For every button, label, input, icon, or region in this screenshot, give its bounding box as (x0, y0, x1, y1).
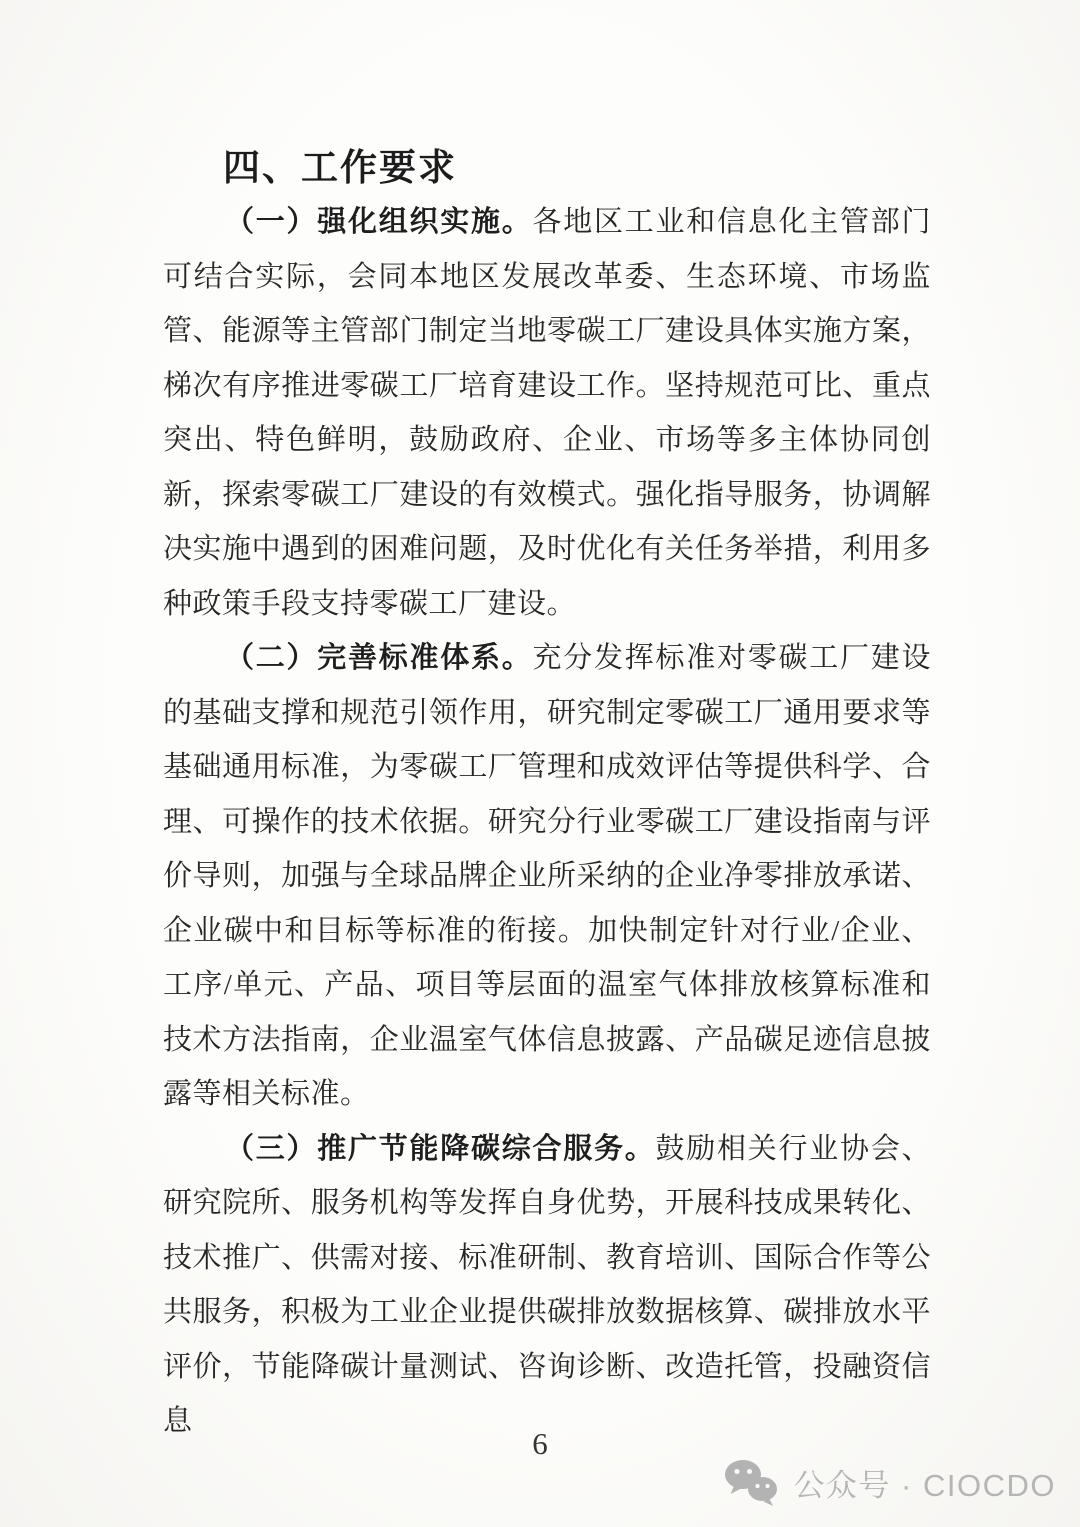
page-number: 6 (532, 1426, 548, 1461)
document-body (163, 140, 931, 1449)
paragraph-2 (163, 631, 931, 1122)
paragraph-2-text: 充分发挥标准对零碳工厂建设的基础支撑和规范引领作用，研究制定零碳工厂通用要求等基础通用标准，为零碳工厂管理和成效评估等提供科学、合理、可操作的技术依据。研究分行业零碳工厂建设指南与评价导则，加强与全球品牌企业所采纳的企业净零排放承诺、企业碳中和目标等标准的衔接。加快制定针对行业/企业、工序/单元、产品、项目等层面的温室气体排放核算标准和技术方法指南，企业温室气体信息披露、产品碳足迹信息披露等相关标准。 (163, 642, 931, 1110)
paragraph-1 (163, 195, 931, 631)
wechat-icon (723, 1458, 779, 1506)
paragraph-3 (163, 1122, 931, 1449)
paragraph-1-lead: （一）强化组织实施。 (225, 206, 533, 238)
paragraph-2-lead: （二）完善标准体系。 (225, 642, 533, 674)
paragraph-3-lead: （三）推广节能降碳综合服务。 (225, 1132, 656, 1165)
watermark-label: 公众号 · CIOCDO (793, 1467, 1056, 1503)
paragraph-1-text: 各地区工业和信息化主管部门可结合实际，会同本地区发展改革委、生态环境、市场监管、能源等主管部门制定当地零碳工厂建设具体实施方案，梯次有序推进零碳工厂培育建设工作。坚持规范可比、重点突出、特色鲜明，鼓励政府、企业、市场等多主体协同创新，探索零碳工厂建设的有效模式。强化指导服务，协调解决实施中遇到的困难问题，及时优化有关任务举措，利用多种政策手段支持零碳工厂建设。 (163, 206, 931, 620)
section-heading: 四、工作要求 (223, 147, 457, 188)
paragraph-3-text: 鼓励相关行业协会、研究院所、服务机构等发挥自身优势，开展科技成果转化、技术推广、供需对接、标准研制、教育培训、国际合作等公共服务，积极为工业企业提供碳排放数据核算、碳排放水平评价，节能降碳计量测试、咨询诊断、改造托管，投融资信息 (163, 1132, 931, 1437)
watermark (723, 1458, 1056, 1506)
